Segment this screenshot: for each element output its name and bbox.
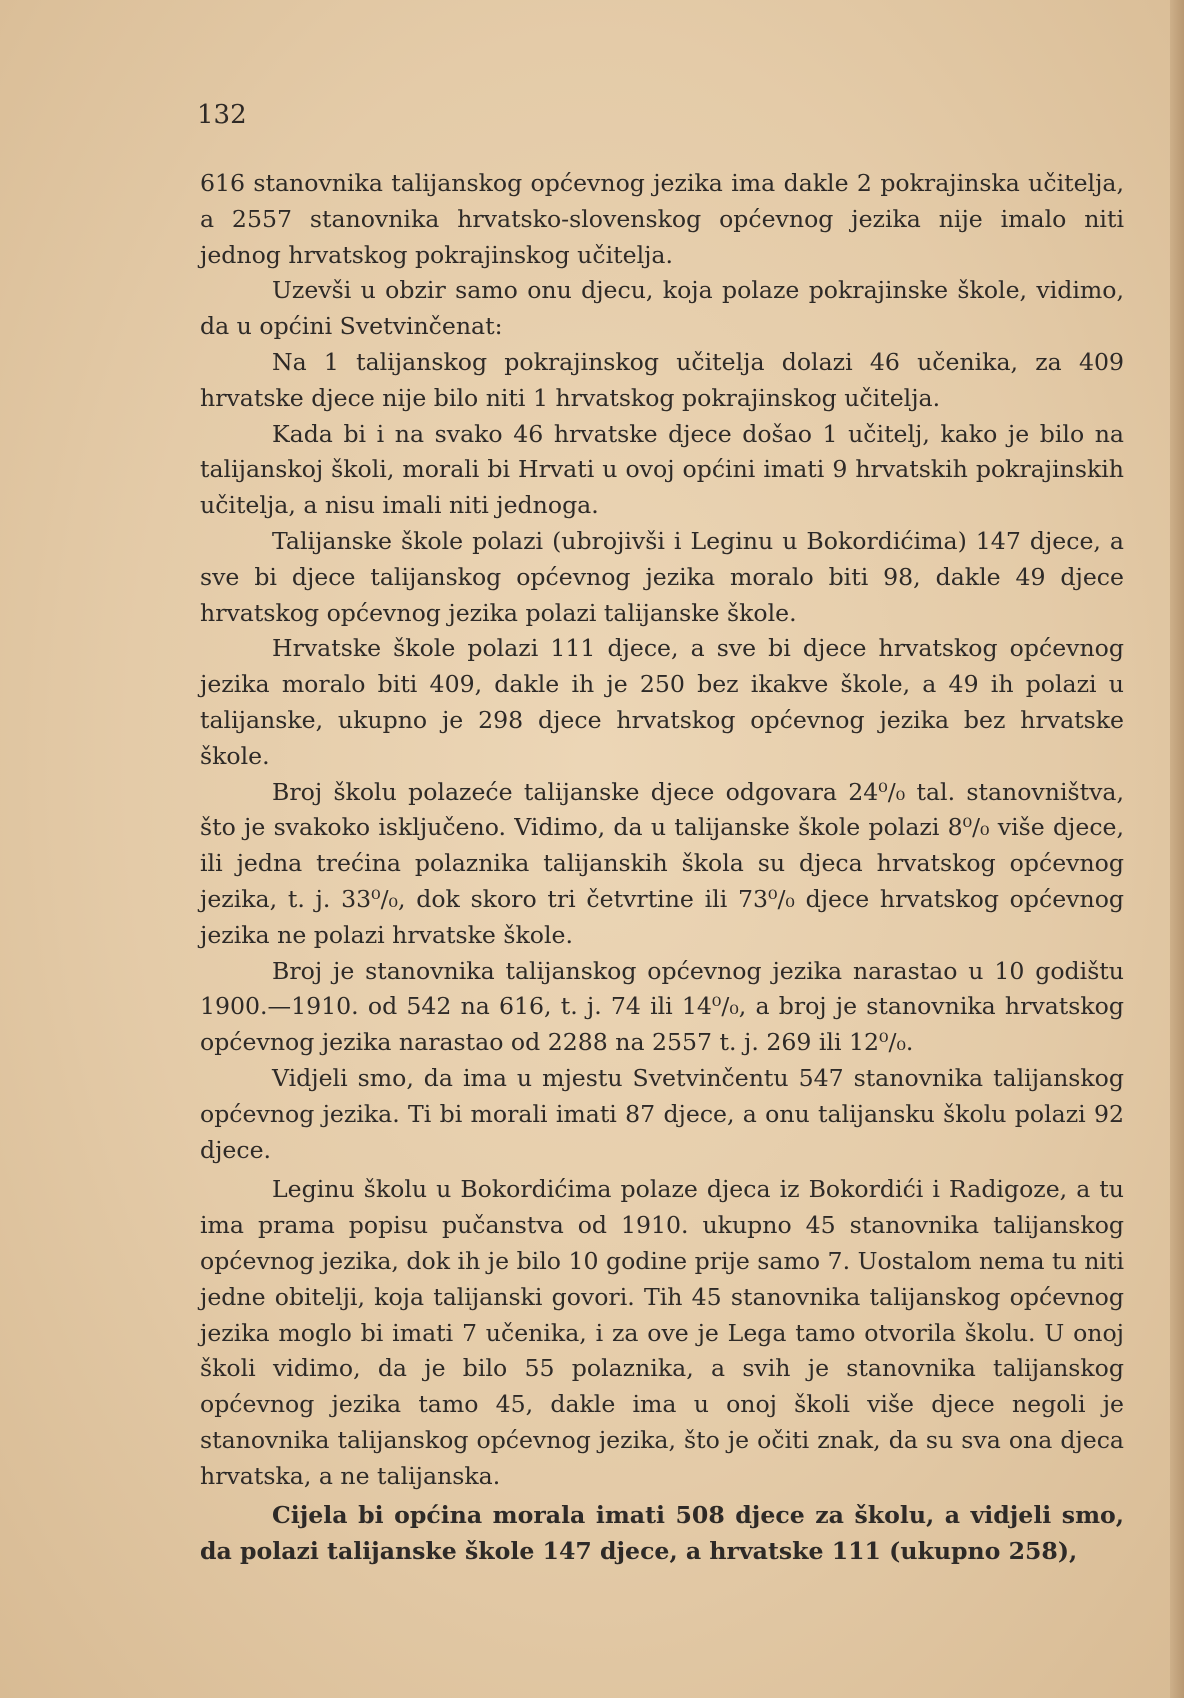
paragraph-10: Leginu školu u Bokordićima polaze djeca iz Bokordići i Radigoze, a tu ima prama popisu pučanstva od 1910. ukupno 45 stanovnika talijanskog općevnog jezika, dok ih je bilo 10 godine prije samo 7. Uostalom nema tu niti jedne obitelji, koja talijanski govori. Tih 45 stanovnika talijanskog općevnog jezika moglo bi imati 7 učenika, i za ove je Lega tamo otvorila školu. U onoj školi vidimo, da je bilo 55 polaznika, a svih je stanovnika talijanskog općevnog jezika tamo 45, dakle ima u onoj školi više djece negoli je stanovnika talijanskog općevnog jezika, što je očiti znak, da su sva ona djeca hrvatska, a ne talijanska. xyxy=(200,1175,1124,1490)
paragraph-2: Uzevši u obzir samo onu djecu, koja polaze pokrajinske škole, vidimo, da u općini Svetvinčenat: xyxy=(200,276,1124,341)
paragraph-11: Cijela bi općina morala imati 508 djece za školu, a vidjeli smo, da polazi talijanske škole 147 djece, a hrvatske 111 (ukupno 258), xyxy=(200,1501,1124,1566)
paragraph-1: 616 stanovnika talijanskog općevnog jezika ima dakle 2 pokrajinska učitelja, a 2557 stanovnika hrvatsko-slovenskog općevnog jezika nije imalo niti jednog hrvatskog pokrajinskog učitelja. xyxy=(200,169,1124,269)
body-text xyxy=(200,166,1124,1570)
page-number: 132 xyxy=(197,100,247,130)
paragraph-5: Talijanske škole polazi (ubrojivši i Leginu u Bokordićima) 147 djece, a sve bi djece talijanskog općevnog jezika moralo biti 98, dakle 49 djece hrvatskog općevnog jezika polazi talijanske škole. xyxy=(200,526,1124,627)
paragraph-9: Vidjeli smo, da ima u mjestu Svetvinčentu 547 stanovnika talijanskog općevnog jezika. Ti bi morali imati 87 djece, a onu talijansku školu polazi 92 djece. xyxy=(200,1063,1124,1164)
paragraph-3: Na 1 talijanskog pokrajinskog učitelja dolazi 46 učenika, za 409 hrvatske djece nije bilo niti 1 hrvatskog pokrajinskog učitelja. xyxy=(200,347,1124,412)
paragraph-8: Broj je stanovnika talijanskog općevnog jezika narastao u 10 godištu 1900.—1910. od 542 na 616, t. j. 74 ili 14⁰/₀, a broj je stanovnika hrvatskog općevnog jezika narastao od 2288 na 2557 t. j. 269 ili 12⁰/₀. xyxy=(200,956,1124,1057)
paragraph-6: Hrvatske škole polazi 111 djece, a sve bi djece hrvatskog općevnog jezika moralo biti 409, dakle ih je 250 bez ikakve škole, a 49 ih polazi u talijanske, ukupno je 298 djece hrvatskog općevnog jezika bez hrvatske škole. xyxy=(200,634,1124,770)
paragraph-7: Broj školu polazeće talijanske djece odgovara 24⁰/₀ tal. stanovništva, što je svakoko isključeno. Vidimo, da u talijanske škole polazi 8⁰/₀ više djece, ili jedna trećina polaznika talijanskih škola su djeca hrvatskog općevnog jezika, t. j. 33⁰/₀, dok skoro tri četvrtine ili 73⁰/₀ djece hrvatskog općevnog jezika ne polazi hrvatske škole. xyxy=(200,777,1124,949)
paragraph-4: Kada bi i na svako 46 hrvatske djece došao 1 učitelj, kako je bilo na talijanskoj školi, morali bi Hrvati u ovoj općini imati 9 hrvatskih pokrajinskih učitelja, a nisu imali niti jednoga. xyxy=(200,419,1124,520)
page-edge-shadow xyxy=(1170,0,1184,1698)
